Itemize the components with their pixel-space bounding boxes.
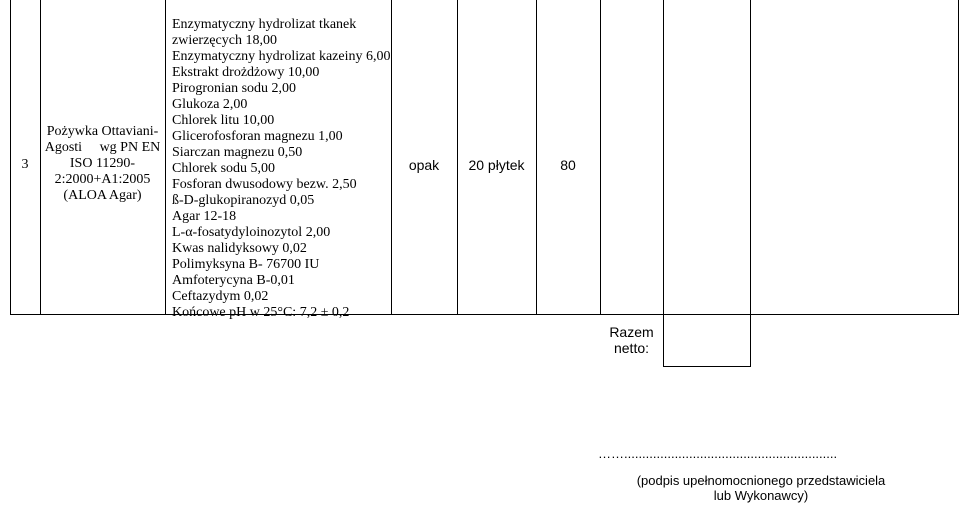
- composition-item: ß-D-glukopiranozyd 0,05: [172, 193, 315, 208]
- composition-item: Ekstrakt drożdżowy 10,00: [172, 65, 320, 80]
- unit-cell: opak: [408, 157, 440, 173]
- composition-item: Chlorek sodu 5,00: [172, 161, 276, 176]
- table-border: [165, 0, 166, 315]
- table-border: [663, 0, 664, 367]
- composition-list: [172, 17, 390, 321]
- composition-item: Końcowe pH w 25°C: 7,2 ± 0,2: [172, 305, 350, 320]
- table-border: [663, 366, 751, 367]
- composition-item: Polimyksyna B- 76700 IU: [172, 257, 320, 272]
- composition-item: Ceftazydym 0,02: [172, 289, 269, 304]
- signature-dots: ……...........................................................: [598, 446, 838, 461]
- total-net-label-line: netto:: [613, 340, 650, 356]
- table-border: [10, 314, 959, 315]
- composition-item: Chlorek litu 10,00: [172, 113, 275, 128]
- table-border: [600, 0, 601, 315]
- signature-caption: [606, 473, 916, 503]
- product-name-line: ISO 11290-: [69, 156, 136, 171]
- composition-item: Glukoza 2,00: [172, 97, 248, 112]
- composition-item: L-α-fosatydyloinozytol 2,00: [172, 225, 331, 240]
- signature-caption-line: lub Wykonawcy): [713, 488, 809, 503]
- composition-item: Siarczan magnezu 0,50: [172, 145, 303, 160]
- qty-cell: 80: [560, 157, 576, 173]
- composition-item: Enzymatyczny hydrolizat kazeiny 6,00: [172, 49, 391, 64]
- product-name-line: (ALOA Agar): [63, 188, 142, 203]
- table-border: [750, 0, 751, 367]
- composition-item: Kwas nalidyksowy 0,02: [172, 241, 307, 256]
- composition-item: Fosforan dwusodowy bezw. 2,50: [172, 177, 357, 192]
- product-name-line: Pożywka Ottaviani-: [46, 124, 159, 139]
- product-name-line: 2:2000+A1:2005: [54, 172, 151, 187]
- total-net-label: [600, 324, 663, 356]
- composition-item: Agar 12-18: [172, 209, 237, 224]
- total-net-label-line: Razem: [609, 324, 654, 340]
- product-name: [40, 124, 165, 204]
- composition-item: zwierzęcych 18,00: [172, 33, 277, 48]
- composition-item: Glicerofosforan magnezu 1,00: [172, 129, 343, 144]
- composition-item: Pirogronian sodu 2,00: [172, 81, 297, 96]
- pack-cell: 20 płytek: [468, 157, 525, 173]
- product-name-line: Agosti wg PN EN: [44, 140, 161, 155]
- composition-item: Enzymatyczny hydrolizat tkanek: [172, 17, 357, 32]
- row-number: 3: [21, 157, 29, 172]
- table-border: [958, 0, 959, 315]
- signature-caption-line: (podpis upełnomocnionego przedstawiciela: [636, 473, 886, 488]
- composition-item: Amfoterycyna B-0,01: [172, 273, 295, 288]
